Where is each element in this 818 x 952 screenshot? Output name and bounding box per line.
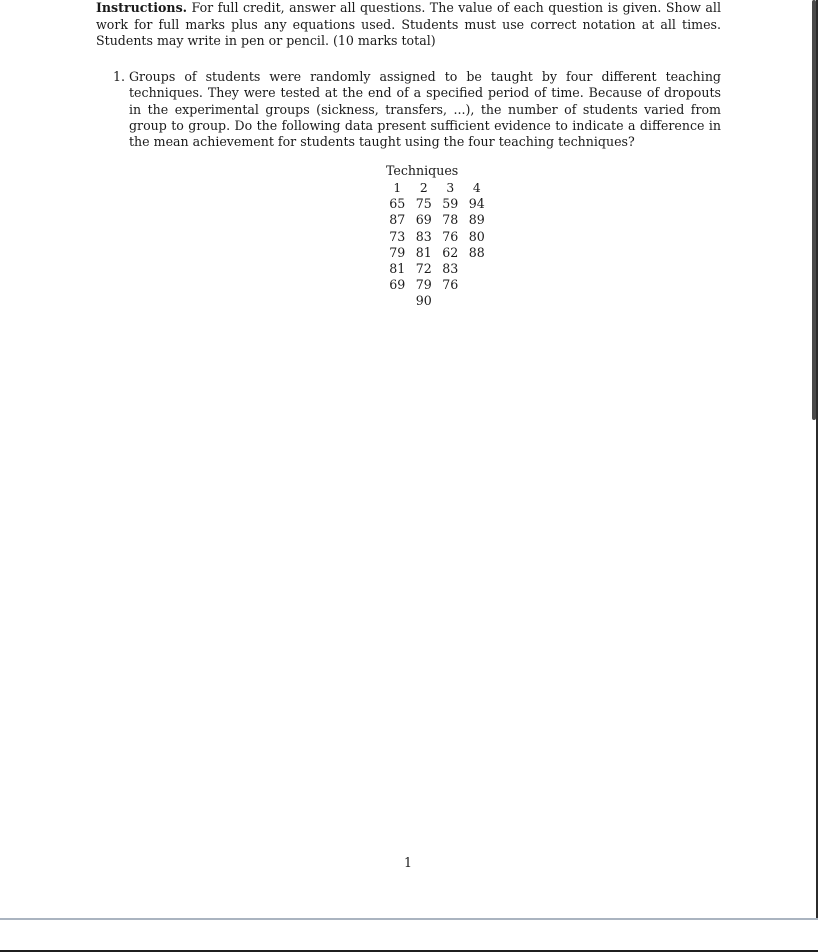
table-cell: 79 [415, 277, 432, 293]
table-cell: 87 [389, 212, 406, 228]
table-cell [464, 277, 491, 293]
instructions-paragraph [96, 0, 721, 50]
table-cell: 69 [415, 212, 432, 228]
page-number: 1 [404, 855, 413, 870]
table-row [384, 229, 490, 245]
scrollbar-thumb[interactable] [812, 0, 816, 420]
table-cell: 81 [389, 260, 406, 276]
page-gap [0, 920, 818, 951]
table-header-cell: 4 [472, 181, 481, 195]
table-cell: 73 [389, 228, 406, 244]
techniques-table [384, 163, 490, 310]
table-cell: 78 [442, 212, 459, 228]
instructions-text: For full credit, answer all questions. The value of each question is given. Show all work for full marks plus any equations used. Students must use correct notation at all times. Students may write in pen or pencil. (10 marks total) [96, 0, 721, 48]
table-cell: 81 [415, 244, 432, 260]
table-row [384, 261, 490, 277]
table-row [384, 245, 490, 261]
table-row [384, 277, 490, 293]
table-row [384, 293, 490, 309]
table-caption: Techniques [386, 163, 459, 178]
question-number: 1. [113, 69, 126, 84]
table-row [384, 212, 490, 228]
table-cell: 94 [468, 196, 485, 212]
question-1 [113, 69, 721, 150]
table-cell: 79 [389, 244, 406, 260]
question-text: Groups of students were randomly assigned to be taught by four different teaching techniques. They were tested at the end of a specified period of time. Because of dropouts in the experimental groups (sickness, transfers, ...), the number of students varied from group to group. Do the following data present sufficient evidence to indicate a difference in the mean achievement for students taught using the four teaching techniques? [129, 69, 721, 150]
table-header-cell: 2 [419, 181, 428, 195]
table-cell: 80 [468, 228, 485, 244]
table-cell [437, 293, 464, 309]
table-cell: 88 [468, 244, 485, 260]
table-cell: 76 [442, 228, 459, 244]
table-row [384, 196, 490, 212]
table-header-row [384, 180, 490, 196]
table-cell: 72 [415, 260, 432, 276]
table-cell: 90 [415, 293, 432, 309]
table-cell: 83 [415, 228, 432, 244]
table-cell: 75 [415, 196, 432, 212]
table-cell: 59 [442, 196, 459, 212]
table-cell [384, 293, 411, 309]
table-cell: 89 [468, 212, 485, 228]
table-cell [464, 293, 491, 309]
table-cell: 83 [442, 260, 459, 276]
table-cell: 62 [442, 244, 459, 260]
table-header-cell: 3 [446, 181, 455, 195]
table-header-cell: 1 [393, 181, 402, 195]
table-cell [464, 261, 491, 277]
instructions-lead: Instructions. [96, 0, 188, 15]
table-cell: 65 [389, 196, 406, 212]
table-cell: 76 [442, 277, 459, 293]
table-cell: 69 [389, 277, 406, 293]
